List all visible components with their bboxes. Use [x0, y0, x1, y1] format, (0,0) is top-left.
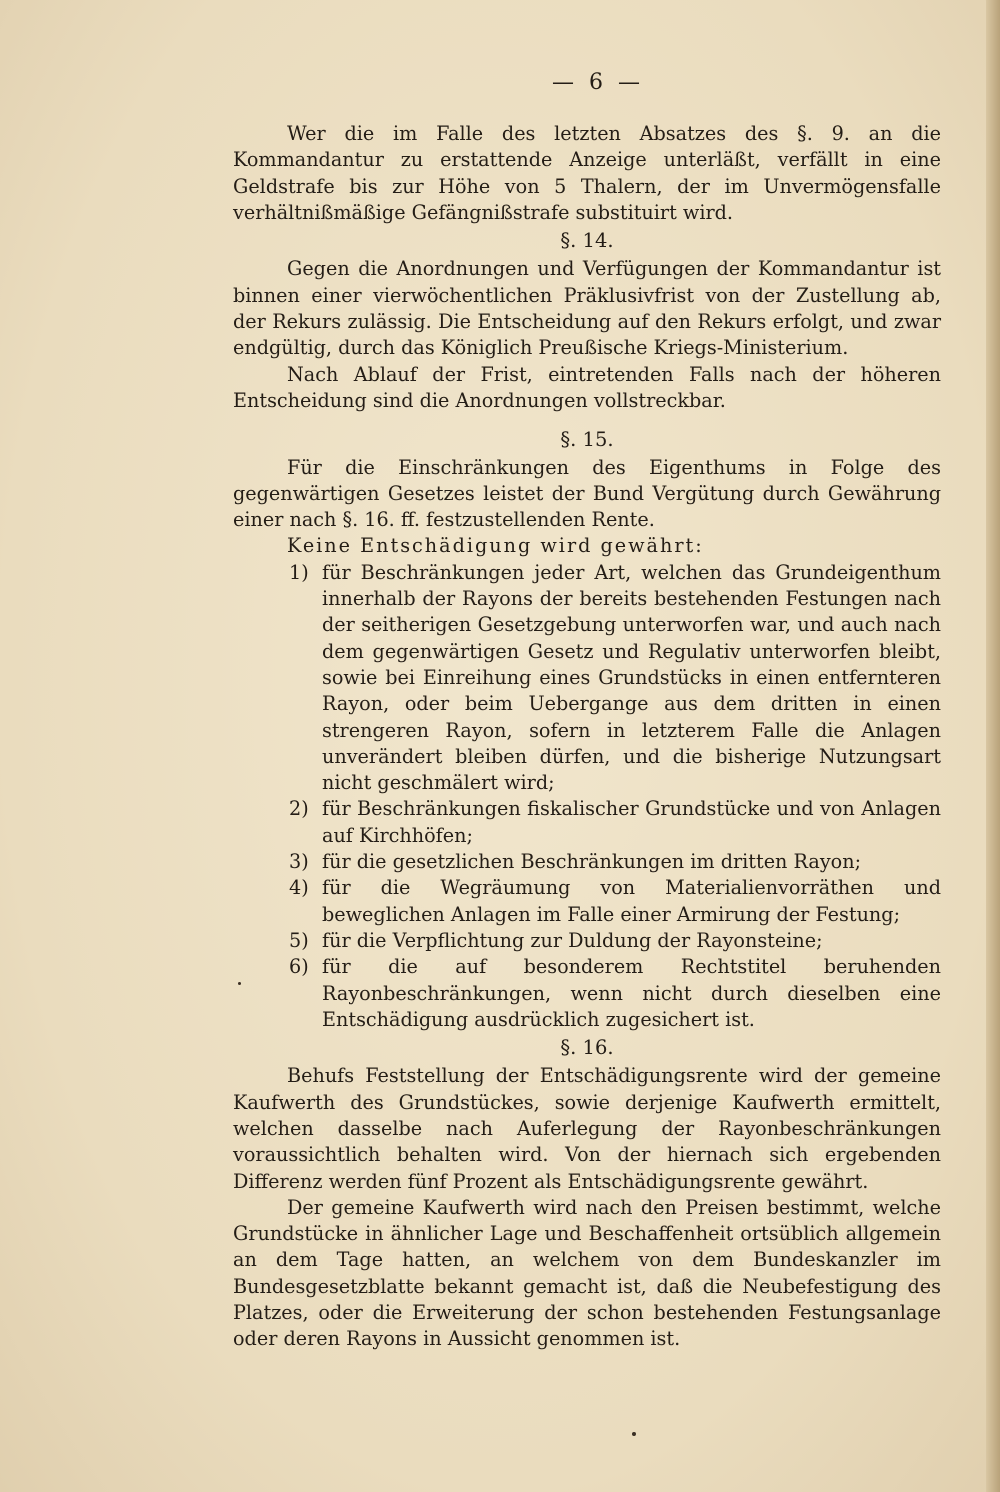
section-heading-14: §. 14.: [560, 229, 614, 253]
paragraph: Behufs Feststellung der Entschädigungsrente wird der gemeine Kaufwerth des Grundstückes, sowie derjenige Kaufwerth ermittelt, welchen dasselbe nach Auferlegung der Rayonbeschränkungen voraussichtlich behalten wird. Von der hiernach sich ergebenden Differenz werden fünf Prozent als Entschädigungsrente gewährt.: [233, 1064, 941, 1193]
list-item: [233, 796, 941, 849]
paragraph: Der gemeine Kaufwerth wird nach den Preisen bestimmt, welche Grundstücke in ähnlicher Lage und Beschaffenheit ortsüblich allgemein an dem Tage hatten, an welchem von dem Bundeskanzler im Bundesgesetzblatte bekannt gemacht ist, daß die Neubefestigung des Platzes, oder die Erweiterung der schon bestehenden Festungsanlage oder deren Rayons in Aussicht genommen ist.: [233, 1195, 941, 1351]
list-item-number: 5): [289, 928, 309, 952]
list-item-number: 2): [289, 797, 309, 821]
ink-speck: [632, 1432, 636, 1436]
list-item: [233, 875, 941, 928]
list-item: [233, 954, 941, 1033]
list-item-number: 6): [289, 955, 309, 979]
list-item-text: für Beschränkungen fiskalischer Grundstücke und von Anlagen auf Kirchhöfen;: [322, 797, 941, 847]
paragraph: Nach Ablauf der Frist, eintretenden Falls nach der höheren Entscheidung sind die Anordnungen vollstreckbar.: [233, 362, 941, 412]
list-item-text: für die auf besonderem Rechtstitel beruhenden Rayonbeschränkungen, wenn nicht durch dieselben eine Entschädigung ausdrücklich zugesichert ist.: [322, 955, 941, 1031]
list-item-number: 1): [289, 560, 309, 584]
list-item-number: 3): [289, 850, 309, 874]
paragraph: Für die Einschränkungen des Eigenthums in Folge des gegenwärtigen Gesetzes leistet der Bund Vergütung durch Gewährung einer nach §. 16. ff. festzustellenden Rente.: [233, 455, 941, 532]
page-number: — 6 —: [552, 70, 644, 95]
list-item: [233, 928, 941, 954]
page-content: [233, 70, 941, 1353]
list-intro: Keine Entschädigung wird gewährt:: [287, 534, 704, 558]
list-item: [233, 560, 941, 797]
section-heading-16: §. 16.: [560, 1036, 614, 1060]
list-item-number: 4): [289, 876, 309, 900]
section-heading-15: §. 15.: [560, 428, 614, 452]
list-item-text: für die gesetzlichen Beschränkungen im dritten Rayon;: [322, 850, 862, 874]
page-edge-shadow: [986, 0, 1000, 1492]
paragraph: Gegen die Anordnungen und Verfügungen der Kommandantur ist binnen einer vierwöchentlichen Präklusivfrist von der Zustellung ab, der Rekurs zulässig. Die Entscheidung auf den Rekurs erfolgt, und zwar endgültig, durch das Königlich Preußische Kriegs-Ministerium.: [233, 257, 941, 360]
list-item-text: für die Wegräumung von Materialienvorräthen und beweglichen Anlagen im Falle einer Armirung der Festung;: [322, 876, 941, 926]
list-item: [233, 849, 941, 875]
paragraph: Wer die im Falle des letzten Absatzes des §. 9. an die Kommandantur zu erstattende Anzeige unterläßt, verfällt in eine Geldstrafe bis zur Höhe von 5 Thalern, der im Unvermögensfalle verhältnißmäßige Gefängnißstrafe substituirt wird.: [233, 122, 941, 224]
list-item-text: für die Verpflichtung zur Duldung der Rayonsteine;: [322, 928, 823, 952]
list-item-text: für Beschränkungen jeder Art, welchen das Grundeigenthum innerhalb der Rayons der bereits bestehenden Festungen nach der seitherigen Gesetzgebung unterworfen war, und auch nach dem gegenwärtigen Gesetz und Regulativ unterworfen bleibt, sowie bei Einreihung eines Grundstücks in einen entfernteren Rayon, oder beim Uebergange aus dem dritten in einen strengeren Rayon, sofern in letzterem Falle die Anlagen unverändert bleiben dürfen, und die bisherige Nutzungsart nicht geschmälert wird;: [322, 560, 941, 795]
enumerated-list: [233, 560, 941, 1033]
